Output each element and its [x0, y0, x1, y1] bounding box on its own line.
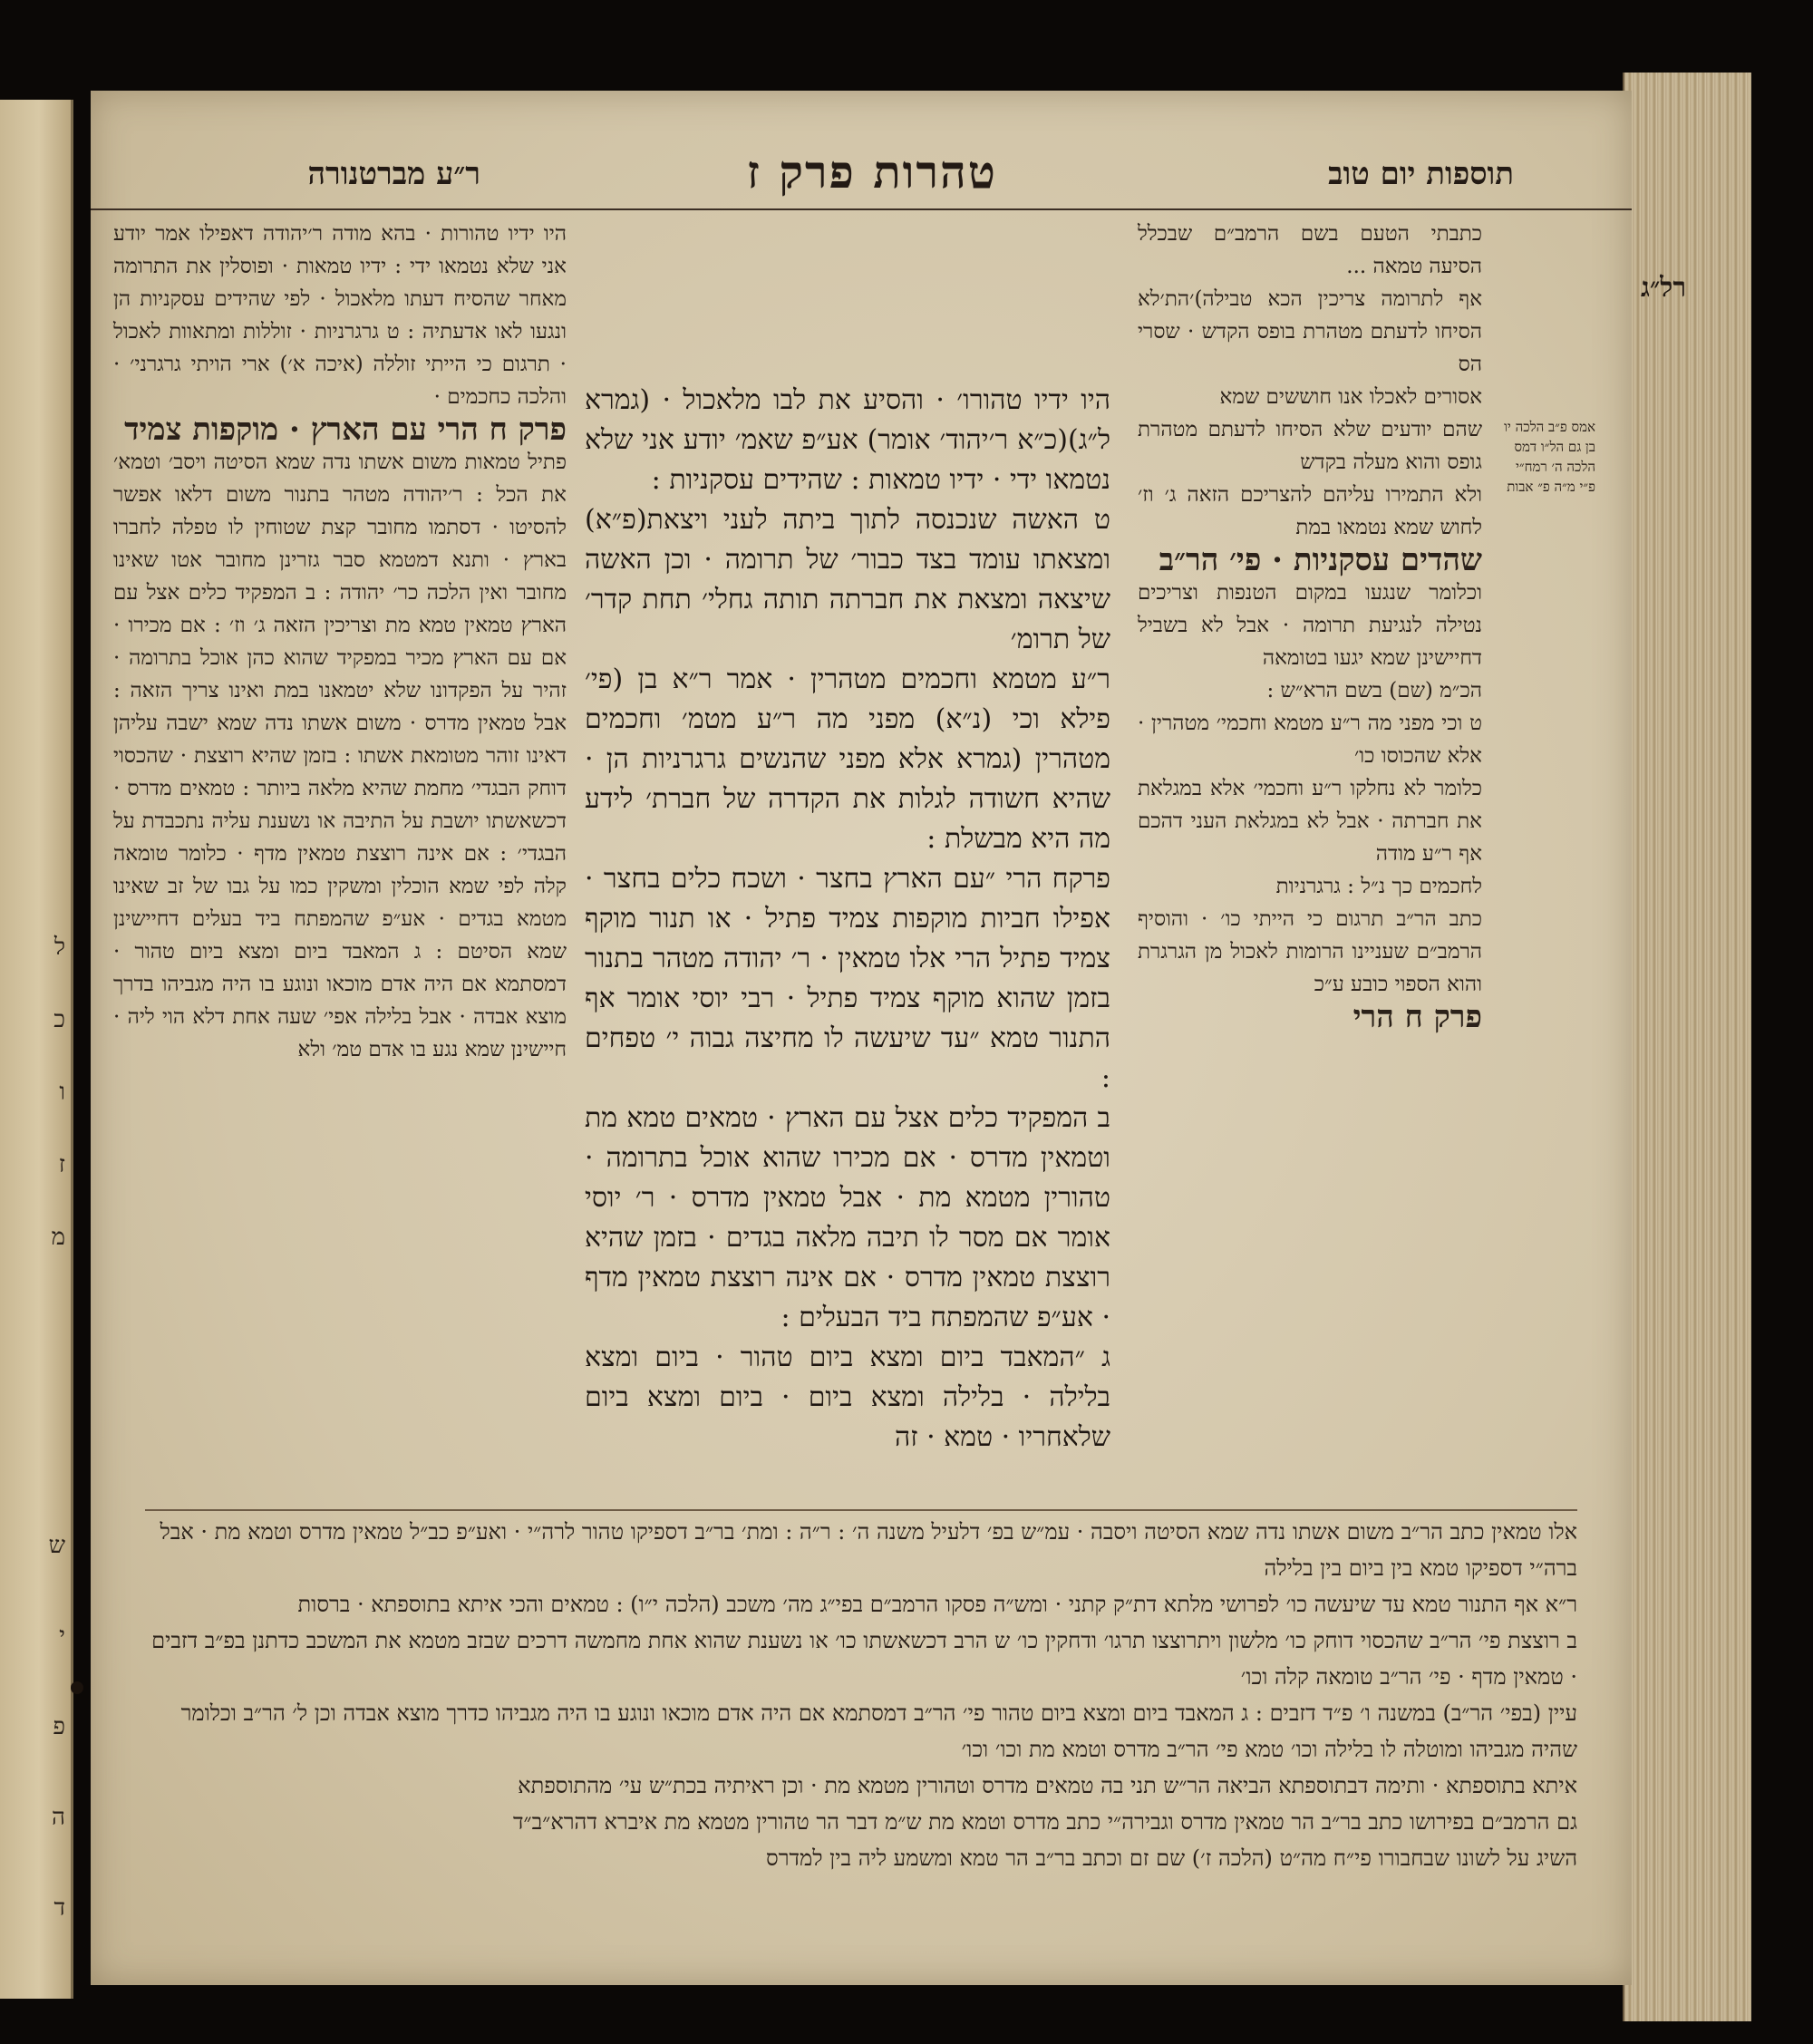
tyt-paragraph: כתב הר״ב תרגום כי הייתי כו׳ · והוסיף הרמב״ם שעניינו הרומות לאכול מן הגרגרת והוא הספוי כובע ע״כ [1138, 907, 1482, 996]
mishnah-column [585, 381, 1110, 1458]
header-tractate-title: טהרות פרק ז [746, 145, 997, 199]
bottom-line: ב רוצצת פי׳ הר״ב שהכסוי דוחק כו׳ מלשון ויתרוצצו תרגו׳ ודחקין כו׳ ש הרב דכשאשתו כו׳ או נשענת שהוא אחת מחמשה דרכים שבזב מטמא את המשכב כדתנן בפ״ב דזבים · טמאין מדף · פי׳ הר״ב טומאה קלה וכו׳ [151, 1628, 1577, 1690]
mishnah-paragraph: היו ידיו טהורו׳ · והסיע את לבו מלאכול · (גמרא ל״ג)(כ״א ר׳יהוד׳ אומר) אע״פ שאמ׳ יודע אני שלא נטמאו ידי · ידיו טמאות : שהידים עסקניות : [585, 384, 1110, 496]
tyt-chapter-heading: פרק ח הרי [1352, 999, 1482, 1035]
facing-page-edge [0, 100, 73, 1999]
tyt-paragraph: לחכמים כך נ״ל : גרגרניות [1275, 875, 1482, 898]
tosafot-yom-tov-column [1138, 218, 1482, 1033]
tyt-paragraph: כלומר לא נחלקו ר״ע וחכמי׳ אלא במגלאת את חברתה · אבל לא במגלאת העני דהכם אף ר״ע מודה [1138, 777, 1482, 866]
running-header [91, 145, 1632, 210]
header-tosafot-yom-tov: תוספות יום טוב [1328, 156, 1514, 192]
bartenura-paragraph: פתיל טמאות משום אשתו נדה שמא הסיטה ויסב׳ וטמא׳ את הכל : ר׳יהודה מטהר בתנור משום דלאו אפשר להסיטו · דסתמו מחובר קצת שטוחין לו טפלה לחברו בארץ · ותנא דמטמא סבר גזרינן מחובר אטו שאינו מחובר ואין הלכה כר׳ יהודה : ב המפקיד כלים אצל עם הארץ טמאין טמא מת וצריכין הזאה ג׳ וז׳ : אם מכירו · אם עם הארץ מכיר במפקיד שהוא כהן אוכל בתרומה · זהיר על הפקדונו שלא יטמאנו במת ואינו צריך הזאה : אבל טמאין מדרס · משום אשתו נדה שמא ישבה עליהן דאינו זוהר מטומאת אשתו : בזמן שהיא רוצצת · שהכסוי דוחק הבגדי׳ מחמת שהיא מלאה ביותר : טמאים מדרס · דכשאשתו יושבת על התיבה או נשענת עליה נתכבדת על הבגדי׳ : אם אינה רוצצת טמאין מדף · כלומר טומאה קלה לפי שמא הוכלין ומשקין כמו על גבו של זב שאינו מטמא בגדים · אע״פ שהמפתח ביד בעלים דחיישינן שמא הסיטם : ג המאבד ביום ומצא ביום טהור · דמסתמא אם היה אדם מוכאו ונוגע בו היה מגביהו בדרך מוצא אבדה · אבל בלילה אפי׳ שעה אחת דלא הוי ליה · חיישינן שמא נגע בו אדם טמ׳ ולא [113, 450, 567, 1061]
bartenura-column [113, 218, 567, 1066]
mishnah-paragraph: פרקח הרי ״עם הארץ בחצר · ושכח כלים בחצר · אפילו חביות מוקפות צמיד פתיל · או תנור מוקף צמיד פתיל הרי אלו טמאין · ר׳ יהודה מטהר בתנור בזמן שהוא מוקף צמיד פתיל · רבי יוסי אומר אף התנור טמא ״עד שיעשה לו מחיצה גבוה י׳ טפחים : [585, 863, 1110, 1094]
tyt-paragraph: אסורים לאכלו אנו חוששים שמא [1219, 385, 1482, 409]
bartenura-paragraph: היו ידיו טהורות · בהא מודה ר׳יהודה דאפילו אמר יודע אני שלא נטמאו ידי : ידיו טמאות · ופוסלין את התרומה מאחר שהסיח דעתו מלאכול · לפי שהידים עסקניות הן ונגעו לאו אדעתיה : ט גרגרניות · זוללות ומתאוות לאכול · תרגום כי הייתי זוללה (איכה א׳) ארי הויתי גרגרני׳ · והלכה כחכמים · [113, 222, 567, 409]
tyt-paragraph: וכלומר שנגעו במקום הטנפות וצריכים נטילה לנגיעת תרומה · אבל לא בשביל דחיישינן שמא יגעו בטומאה [1138, 581, 1482, 670]
bottom-commentary [145, 1514, 1577, 1876]
tyt-paragraph: הכ״מ (שם) בשם הרא״ש : [1266, 679, 1482, 702]
bartenura-chapter-heading: פרק ח הרי עם הארץ · מוקפות צמיד [124, 412, 567, 448]
tyt-paragraph: שהדים עסקניות · פי׳ הר״ב [1159, 542, 1482, 578]
bottom-line: ר״א אף התנור טמא עד שיעשה כו׳ לפרושי מלתא דת״ק קתני · ומש״ה פסקו הרמב״ם בפי״ג מה׳ משכב (הלכה י״ו) : טמאים והכי איתא בתוספתא · ברסות [297, 1592, 1577, 1617]
header-bartenura: ר״ע מברטנורה [307, 156, 480, 192]
bottom-line: השיג על לשונו שבחבורו פי״ח מה״ט (הלכה ז׳) שם זם וכתב בר״ב הר טמא ומשמע ליה בין למדרס [766, 1845, 1577, 1871]
facing-page-fragment: ה [52, 1804, 65, 1831]
mishnah-paragraph: ב המפקיד כלים אצל עם הארץ · טמאים טמא מת וטמאין מדרס · אם מכירו שהוא אוכל בתרומה · טהורין מטמא מת · אבל טמאין מדרס · ר׳ יוסי אומר אם מסר לו תיבה מלאה בגדים · בזמן שהיא רוצצת טמאין מדרס · אם אינה רוצצת טמאין מדף · אע״פ שהמפתח ביד הבעלים : [585, 1102, 1110, 1333]
mishnah-paragraph: ר״ע מטמא וחכמים מטהרין · אמר ר״א בן (פי׳ פילא וכי (נ״א) מפני מה ר״ע מטמ׳ וחכמים מטהרין (גמרא אלא מפני שהנשים גרגרניות הן · שהיא חשודה לגלות את הקדרה של חברת׳ לידע מה היא מבשלת : [585, 664, 1110, 855]
tyt-paragraph: אף לתרומה צריכין הכא טבילה)׳הת׳לא הסיחו לדעתם מטהרת בופס הקדש · שסרי הס [1138, 287, 1482, 376]
bottom-line: איתא בתוספתא · ותימה דבתוספתא הביאה הר״ש תני בה טמאים מדרס וטהורין מטמא מת · וכן ראיתיה בכת״ש עי׳ מהתוספתא [518, 1773, 1577, 1798]
bottom-line: עיין (בפי׳ הר״ב) במשנה ו׳ פ״ד דזבים : ג המאבד ביום ומצא ביום טהור פי׳ הר״ב דמסתמא אם היה אדם מוכאו ונוגע בו היה מגביהו כדרך מוצא אבדה וכן ל׳ הר״ב וכלומר שהיה מגביהו ומוטלה לו בלילה וכו׳ טמא פי׳ הר״ב מדרס וטמא מת וכו׳ וכו׳ [180, 1700, 1577, 1762]
bottom-divider [145, 1509, 1577, 1511]
facing-page-fragment: ל [53, 934, 65, 961]
bottom-line: אלו טמאין כתב הר״ב משום אשתו נדה שמא הסיטה ויסבה · עמ״ש בפ׳ דלעיל משנה ה׳ : ר״ה : ומת׳ בר״ב דספיקו טהור לרה״י · ואע״פ כב״ל טמאין מדרס וטמא מת · אבל ברה״י דספיקו טמא בין ביום בין בלילה [160, 1519, 1577, 1581]
book-page-block [1623, 73, 1751, 2021]
book-page [91, 91, 1687, 1985]
tyt-paragraph: ט וכי מפני מה ר״ע מטמא וחכמי׳ מטהרין · אלא שהכוסו כו׳ [1138, 712, 1482, 768]
facing-page-fragment: ש [48, 1532, 65, 1559]
facing-page-fragment: פ [53, 1713, 65, 1740]
margin-note: אמס פ״ב הלכה יו בן גם הל״ו דמס הלכה ה׳ רמח״י פ״י מ״ה פ״ אבות [1504, 419, 1595, 495]
facing-page-fragment: ו [59, 1079, 65, 1106]
tyt-intro: כתבתי הטעם בשם הרמב״ם שבכלל הסיעה טמאה ... [1138, 222, 1482, 278]
facing-page-fragment: י [59, 1623, 65, 1650]
tyt-paragraph: ולא התמירו עליהם להצריכם הזאה ג׳ וז׳ לחוש שמא נטמאו במת [1138, 483, 1482, 539]
mishnah-paragraph: ט האשה שנכנסה לתוך ביתה לעני ויצאת(פ״א) ומצאתו עומד בצד כבור׳ של תרומה · וכן האשה שיצאה ומצאת את חברתה תותה גחלי׳ תחת קדר׳ של תרומ׳ [585, 504, 1110, 655]
folio-number: רל״ג [1641, 272, 1687, 304]
mishnah-paragraph: ג ״המאבד ביום ומצא ביום טהור · ביום ומצא בלילה · בלילה ומצא ביום · ביום ומצא ביום שלאחריו · טמא · זה [585, 1342, 1110, 1453]
binding-hole [71, 1681, 83, 1694]
facing-page-fragment: ז [58, 1151, 65, 1178]
facing-page-fragment: מ [51, 1224, 65, 1251]
facing-page-fragment: ד [53, 1894, 65, 1922]
tyt-paragraph: שהם יודעים שלא הסיחו לדעתם מטהרת גופס והוא מעלה בקדש [1138, 418, 1482, 474]
bottom-line: גם הרמב״ם בפירושו כתב בר״ב הר טמאין מדרס וגבירה״י כתב מדרס וטמא מת ש״מ דבר הר טהורין מטמא מת איברא דהרא״ב״ד [513, 1809, 1577, 1835]
facing-page-fragment: כ [53, 1006, 65, 1033]
